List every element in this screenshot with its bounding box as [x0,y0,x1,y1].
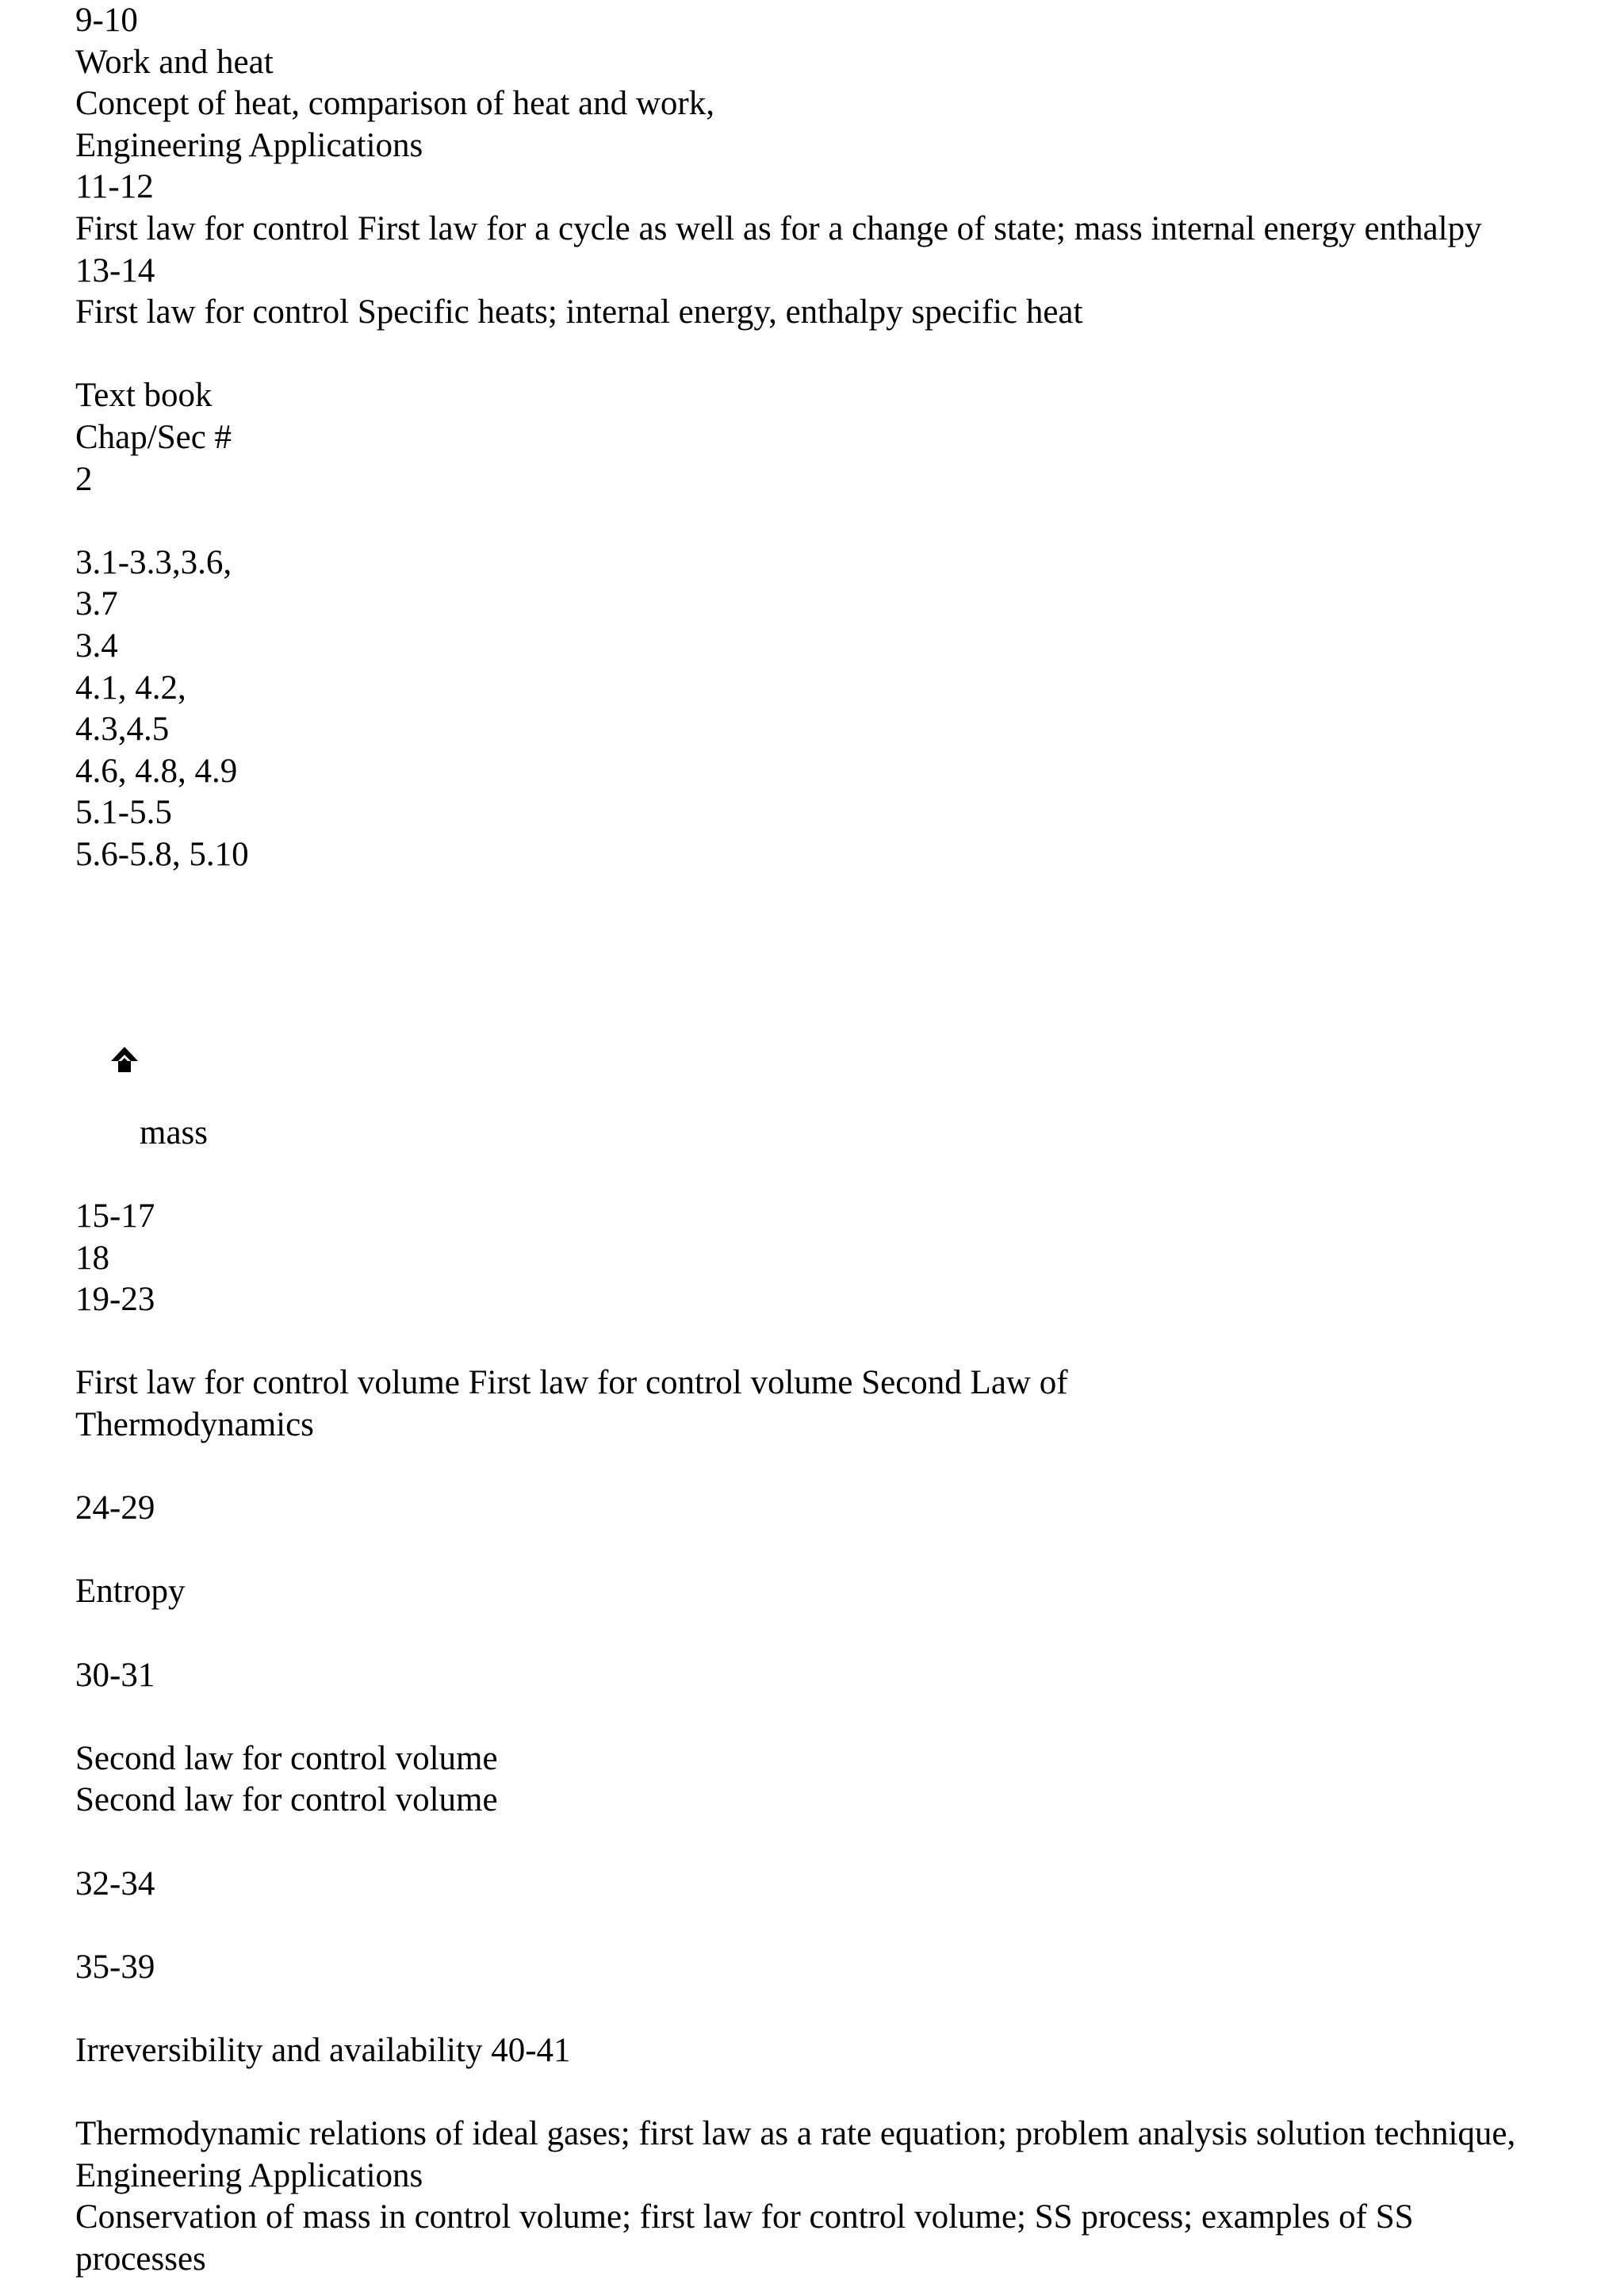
topic-concept-of-heat: Concept of heat, comparison of heat and work, [75,85,714,123]
section-ref: 5.1-5.5 [75,794,172,832]
lecture-range-35-39: 35-39 [75,1948,155,1986]
spacer [75,1321,1582,1363]
topic-control-volume-second-law: First law for control volume First law for control volume Second Law of Thermodynamics [75,1364,1076,1443]
lecture-range-15-17: 15-17 [75,1197,155,1236]
section-ref: 3.7 [75,585,118,623]
spacer [75,1696,1582,1738]
lecture-range-24-29: 24-29 [75,1489,155,1527]
topic-engineering-applications: Engineering Applications [75,126,423,164]
topic-specific-heats: First law for control Specific heats; internal energy, enthalpy specific heat [75,293,1083,331]
lecture-range-30-31: 30-31 [75,1656,155,1694]
spacer [75,1530,1582,1572]
section-ref: 4.3,4.5 [75,711,170,749]
lecture-range-9-10: 9-10 [75,2,138,39]
spacer [75,876,1582,920]
mass-label: mass [140,1113,208,1151]
spacer [75,2072,1582,2114]
lecture-range-11-12: 11-12 [75,168,154,206]
spacer [75,1447,1582,1489]
lecture-range-13-14: 13-14 [75,251,155,289]
section-ref: 5.6-5.8, 5.10 [75,835,249,873]
topic-first-law-cycle: First law for control First law for a cycle as well as for a change of state; mass internal energy enthalpy [75,209,1482,247]
spacer [75,500,1582,542]
lecture-range-32-34: 32-34 [75,1864,155,1903]
topic-work-and-heat: Work and heat [75,43,274,81]
topic-irreversibility: Irreversibility and availability 40-41 [75,2031,571,2069]
mass-line [75,920,1582,1196]
spacer [75,1905,1582,1947]
lecture-number-18: 18 [75,1239,109,1277]
topic-second-law-control-volume: Second law for control volume [75,1739,498,1777]
spacer [75,1613,1582,1655]
section-ref: 3.4 [75,627,118,665]
chap-sec-label: Chap/Sec # [75,418,232,456]
up-arrow-icon [109,962,140,991]
section-ref: 4.1, 4.2, [75,669,186,707]
textbook-label: Text book [75,377,213,415]
topic-second-law-control-volume: Second law for control volume [75,1781,498,1819]
spacer [75,1988,1582,2030]
section-ref: 4.6, 4.8, 4.9 [75,752,238,790]
spacer [75,334,1582,376]
topic-conservation-of-mass: Conservation of mass in control volume; first law for control volume; SS process; examples of SS processes [75,2198,1423,2278]
topic-entropy: Entropy [75,1573,186,1611]
chapter-number: 2 [75,460,93,498]
topic-thermodynamic-relations: Thermodynamic relations of ideal gases; first law as a rate equation; problem analysis solution technique, Engineering Applications [75,2115,1524,2194]
section-ref: 3.1-3.3,3.6, [75,543,232,581]
document-page [75,0,1582,2280]
lecture-range-19-23: 19-23 [75,1281,155,1319]
spacer [75,1822,1582,1864]
